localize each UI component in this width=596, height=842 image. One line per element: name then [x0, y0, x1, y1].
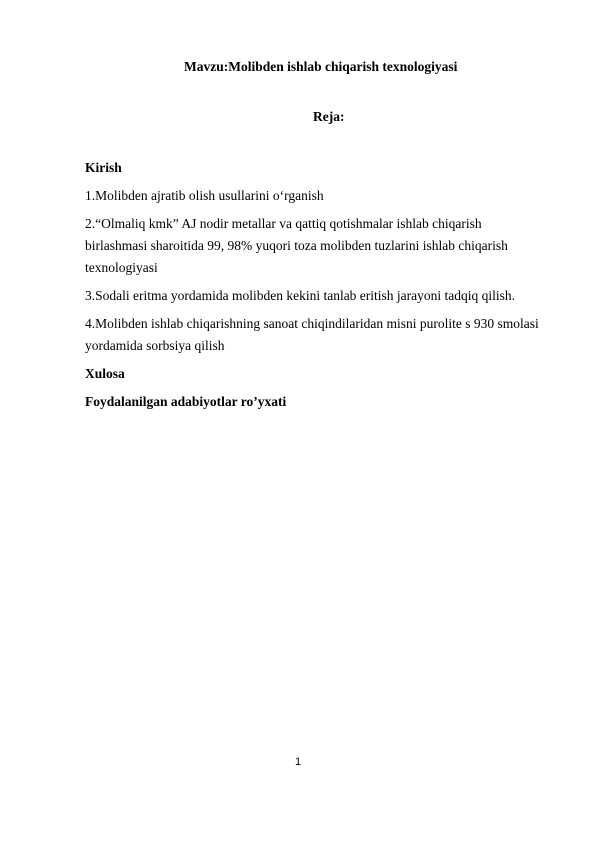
- conclusion-heading: Xulosa: [85, 366, 125, 381]
- plan-item-1: 1.Molibden ajratib olish usullarini o‘rganish: [85, 188, 324, 203]
- plan-item-4: 4.Molibden ishlab chiqarishning sanoat chiqindilaridan misni purolite s 930 smolasi yordamida sorbsiya qilish: [85, 316, 539, 353]
- references-heading: Foydalanilgan adabiyotlar ro’yxati: [85, 394, 287, 409]
- page-number: 1: [294, 756, 302, 768]
- intro-heading: Kirish: [85, 160, 122, 175]
- document-title: Mavzu:Molibden ishlab chiqarish texnologiyasi: [184, 59, 458, 74]
- plan-content: [85, 157, 545, 419]
- plan-item-3: 3.Sodali eritma yordamida molibden kekini tanlab eritish jarayoni tadqiq qilish.: [85, 288, 516, 303]
- plan-item-2: 2.“Olmaliq kmk” AJ nodir metallar va qattiq qotishmalar ishlab chiqarish birlashmasi sharoitida 99, 98% yuqori toza molibden tuzlarini ishlab chiqarish texnologiyasi: [85, 216, 508, 275]
- plan-heading: Reja:: [313, 109, 345, 124]
